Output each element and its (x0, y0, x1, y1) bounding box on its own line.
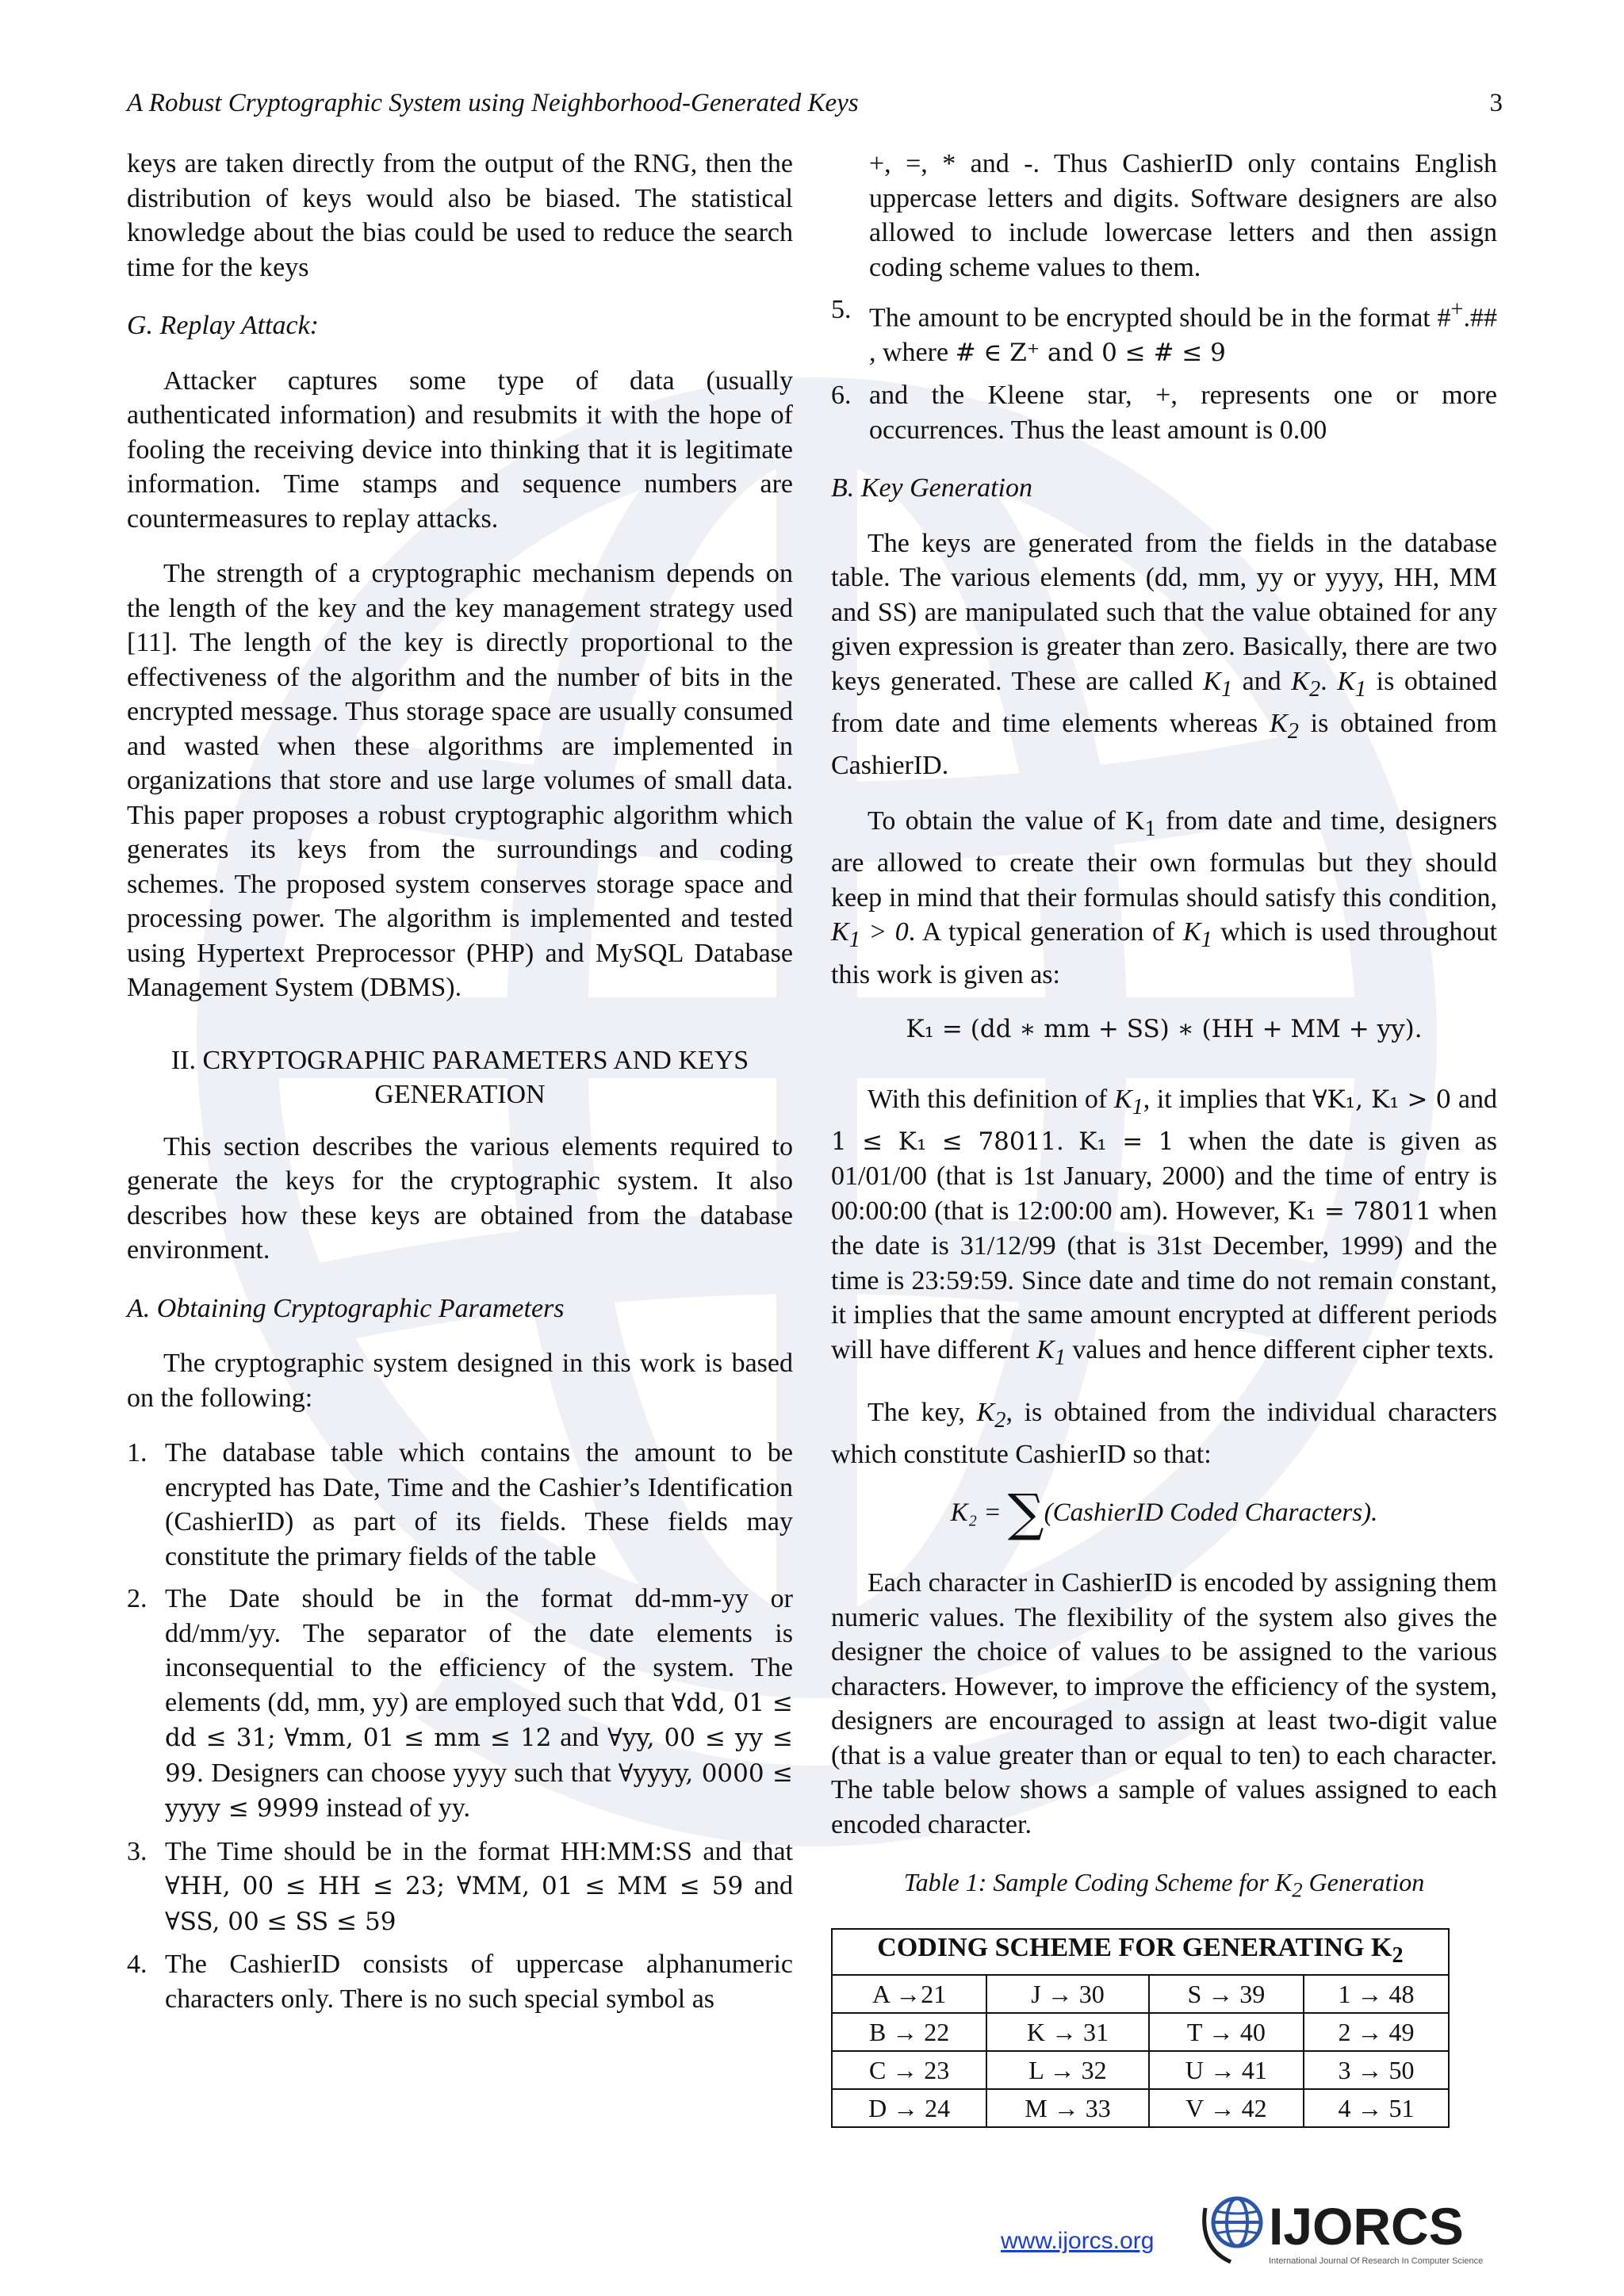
header-title: A Robust Cryptographic System using Neighborhood-Generated Keys (127, 89, 859, 117)
table-cell: D → 24 (832, 2089, 986, 2127)
list-text: The Date should be in the format dd-mm-yy or dd/mm/yy. The separator of the date elements is inconsequential to the efficiency of the system. The elements (dd, mm, yy) are employed such that (165, 1584, 793, 1717)
text-run: , it implies that (1143, 1084, 1312, 1114)
table-row (832, 1975, 1449, 2013)
math-inline: ∀yy, 00 ≤ yy ≤ 99. (165, 1724, 794, 1788)
table-cell: S → 39 (1149, 1975, 1304, 2013)
list-item (127, 1582, 793, 1827)
var-k1: $K_1$ (1337, 666, 1367, 702)
text-run: from date and time, designers are allowed to create their own formulas but they should keep in mind that their formulas should satisfy this condition, (831, 806, 1497, 913)
list-number: 6. (831, 381, 852, 411)
list-number: 3. (127, 1836, 147, 1866)
table-cell: T → 40 (1149, 2013, 1304, 2051)
paragraph-based-on: The cryptographic system designed in this work is based on the following: (127, 1349, 793, 1413)
table-cell: B → 22 (832, 2013, 986, 2051)
paragraph-continuation: keys are taken directly from the output of the RNG, then the distribution of keys would also be biased. The statistical knowledge about the bias could be used to reduce the search time for the keys (127, 149, 793, 282)
text-run: The keys are generated from the fields in the database table. The various elements (dd, mm, yy or yyyy, HH, MM and SS) are manipulated such that the value obtained for any given expression is greater than zero. Basically, there are two keys generated. These are called (831, 528, 1497, 696)
table-cell: C → 23 (832, 2051, 986, 2089)
text-run: values and hence different cipher texts. (1065, 1334, 1495, 1364)
list-text: instead of yy. (319, 1793, 471, 1823)
text-run: . A typical generation of (908, 917, 1183, 947)
math-inline: ∀HH, 00 ≤ HH ≤ 23; ∀MM, 01 ≤ MM ≤ 59 (165, 1872, 744, 1900)
sigma-symbol: ∑ (1007, 1483, 1044, 1543)
math-inline: # ∈ Z⁺ and 0 ≤ # ≤ 9 (955, 338, 1226, 367)
text-run: and (1451, 1084, 1498, 1114)
table-row (832, 2013, 1449, 2051)
page-footer (1001, 2192, 1540, 2279)
condition: $K_1 > 0$ (831, 917, 909, 953)
table-caption: Table 1: Sample Coding Scheme for $K_2$ Generation (903, 1868, 1425, 1902)
paragraph-k1-range (831, 1082, 1497, 1376)
math-inline: 1 ≤ K₁ ≤ 78011. (831, 1127, 1064, 1156)
list-text: The CashierID consists of uppercase alphanumeric characters only. There is no such special symbol as (165, 1950, 793, 2014)
table-cell: 3 → 50 (1304, 2051, 1449, 2089)
list-number: 5. (831, 295, 852, 324)
paragraph-replay-attack: Attacker captures some type of data (usually authenticated information) and resubmits it with the hope of fooling the receiving device into thinking that it is legitimate information. Time stamps and sequence numbers are countermeasures to replay attacks. (127, 365, 793, 534)
list-text: and the Kleene star, +, represents one or more occurrences. Thus the least amount is 0.00 (869, 381, 1497, 445)
var-k2: $K_2$ (1291, 666, 1321, 702)
list-number: 2. (127, 1584, 147, 1613)
var-k1: $K_1$ (1203, 666, 1232, 702)
requirements-list-continued (831, 293, 1497, 447)
list-item (127, 1947, 793, 2016)
var-k2: $K_2$ (1270, 709, 1299, 744)
paragraph-section-intro: This section describes the various elements required to generate the keys for the cryptographic system. It also describes how these keys are obtained from the database environment. (127, 1131, 793, 1265)
table-cell: V → 42 (1149, 2089, 1304, 2127)
subsection-heading-replay-attack: G. Replay Attack: (127, 311, 320, 340)
list-number: 1. (127, 1438, 147, 1468)
paragraph-encoding: Each character in CashierID is encoded by assigning them numeric values. The flexibility of the system also gives the designer the choice of values to be assigned to the various characters. However, to improve the efficiency of the system, designers are encouraged to assign at least two-digit value (that is a value greater than or equal to ten) to each character. The table below shows a sample of values assigned to each encoded character. (831, 1568, 1497, 1839)
var-k1: $K_1$ (1182, 917, 1212, 953)
logo-tagline: International Journal Of Research In Computer Science (1269, 2256, 1484, 2266)
section-heading (127, 1043, 793, 1112)
left-column (127, 147, 793, 2024)
text-run: when the date is given as 01/01/00 (that is 1st January, 2000) and the time of entry is 00:00:00 (that is 12:00:00 am). However, (831, 1126, 1497, 1226)
list-item (831, 293, 1497, 370)
text-run: , is obtained from the individual characters which constitute CashierID so that: (831, 1398, 1497, 1470)
text-run: is obtained from CashierID. (831, 709, 1497, 781)
text-run: . (1320, 666, 1338, 696)
list-text: and (743, 1871, 793, 1900)
page-number: 3 (1489, 89, 1503, 117)
math-inline: ∀yyyy, 0000 ≤ yyyy ≤ 9999 (165, 1758, 794, 1823)
list-text: The amount to be encrypted should be in the format # (869, 303, 1451, 333)
text-run: and (1231, 666, 1292, 696)
list-item (127, 1436, 793, 1574)
math-inline: ∀SS, 00 ≤ SS ≤ 59 (165, 1907, 396, 1936)
section-title: CRYPTOGRAPHIC PARAMETERS AND KEYS GENERATION (202, 1045, 749, 1109)
text-run: To obtain the value of K (868, 806, 1145, 836)
var-k1: $K_1$ (1113, 1084, 1143, 1119)
list-item (127, 1835, 793, 1940)
logo-wordmark: IJORCS (1269, 2197, 1464, 2256)
running-header (119, 89, 1503, 128)
list-item (831, 378, 1497, 447)
list-text: and (551, 1723, 607, 1752)
table-cell: 2 → 49 (1304, 2013, 1449, 2051)
coding-scheme-table (831, 1928, 1450, 2128)
table-cell: J → 30 (986, 1975, 1148, 2013)
section-number: II. (170, 1045, 196, 1075)
math-inline: ∀dd, 01 ≤ dd ≤ 31; (165, 1688, 793, 1752)
list-number: 4. (127, 1950, 147, 1979)
math-inline: K₁ = 78011 (1287, 1196, 1432, 1226)
table-cell: K → 31 (986, 2013, 1148, 2051)
equation-k1: K₁ = (dd ∗ mm + SS) ∗ (HH + MM + yy). (906, 1015, 1423, 1044)
var-k2: $K_2$ (976, 1398, 1006, 1433)
list-item-continuation: +, =, * and -. Thus CashierID only contains English uppercase letters and digits. Software designers are also allowed to include lowercase letters and then assign coding scheme values to them. (869, 149, 1497, 282)
superscript: + (1450, 297, 1464, 322)
list-text: The database table which contains the amount to be encrypted has Date, Time and the Cashier’s Identification (CashierID) as part of its fields. These fields may constitute the primary fields of the table (165, 1438, 793, 1571)
table-cell: M → 33 (986, 2089, 1148, 2127)
math-inline: K₁ = 1 (1078, 1127, 1174, 1156)
subscript: 1 (1144, 816, 1156, 841)
table-cell: 4 → 51 (1304, 2089, 1449, 2127)
right-column (831, 147, 1497, 2128)
list-text: Designers can choose yyyy such that (204, 1758, 619, 1788)
text-run: which is used throughout this work is given as: (831, 917, 1497, 989)
journal-url-link[interactable]: www.ijorcs.org (1001, 2228, 1155, 2254)
paragraph-obtain-k1 (831, 804, 1497, 992)
table-cell: A →21 (832, 1975, 986, 2013)
paragraph-strength: The strength of a cryptographic mechanism depends on the length of the key and the key management strategy used [11]. The length of the key is directly proportional to the effectiveness of the algorithm and the number of bits in the encrypted message. Thus storage space are usually consumed and wasted when these algorithms are implemented in organizations that store and use large volumes of small data. This paper proposes a robust cryptographic algorithm which generates its keys from the surroundings and coding schemes. The proposed system conserves storage space and processing power. The algorithm is implemented and tested using Hypertext Preprocessor (PHP) and MySQL Database Management System (DBMS). (127, 559, 793, 1002)
subsection-heading-key-generation: B. Key Generation (831, 473, 1032, 503)
requirements-list (127, 1436, 793, 2016)
equation-rhs: (CashierID Coded Characters). (1044, 1498, 1378, 1527)
table-header: CODING SCHEME FOR GENERATING $K_2$ (832, 1929, 1449, 1975)
var-k1: $K_1$ (1036, 1334, 1066, 1370)
table-row (832, 2089, 1449, 2127)
math-inline: ∀mm, 01 ≤ mm ≤ 12 (284, 1724, 552, 1752)
ijorcs-logo (1199, 2192, 1532, 2271)
paragraph-keys (831, 526, 1497, 783)
text-run: when the date is 31/12/99 (that is 31st December, 1999) and the time is 23:59:59. Since date and time do not remain constant, it implies that the same amount encrypted at different periods will have different (831, 1196, 1497, 1364)
math-inline: ∀K₁, K₁ > 0 (1312, 1085, 1452, 1114)
text-run: is obtained from date and time elements whereas (831, 666, 1497, 739)
text-run: With this definition of (868, 1084, 1114, 1114)
table-cell: 1 → 48 (1304, 1975, 1449, 2013)
subsection-heading-obtaining: A. Obtaining Cryptographic Parameters (127, 1293, 565, 1323)
list-text: The Time should be in the format HH:MM:SS and that (165, 1836, 793, 1866)
paragraph-key2 (831, 1395, 1497, 1472)
table-cell: U → 41 (1149, 2051, 1304, 2089)
table-cell: L → 32 (986, 2051, 1148, 2089)
list-text: .## , where (869, 303, 1497, 367)
equation-k2 (831, 1483, 1497, 1543)
table-row (832, 2051, 1449, 2089)
text-run: The key, (868, 1398, 977, 1428)
globe-icon (1205, 2198, 1261, 2262)
equation-lhs: K₂ = (950, 1498, 1002, 1527)
